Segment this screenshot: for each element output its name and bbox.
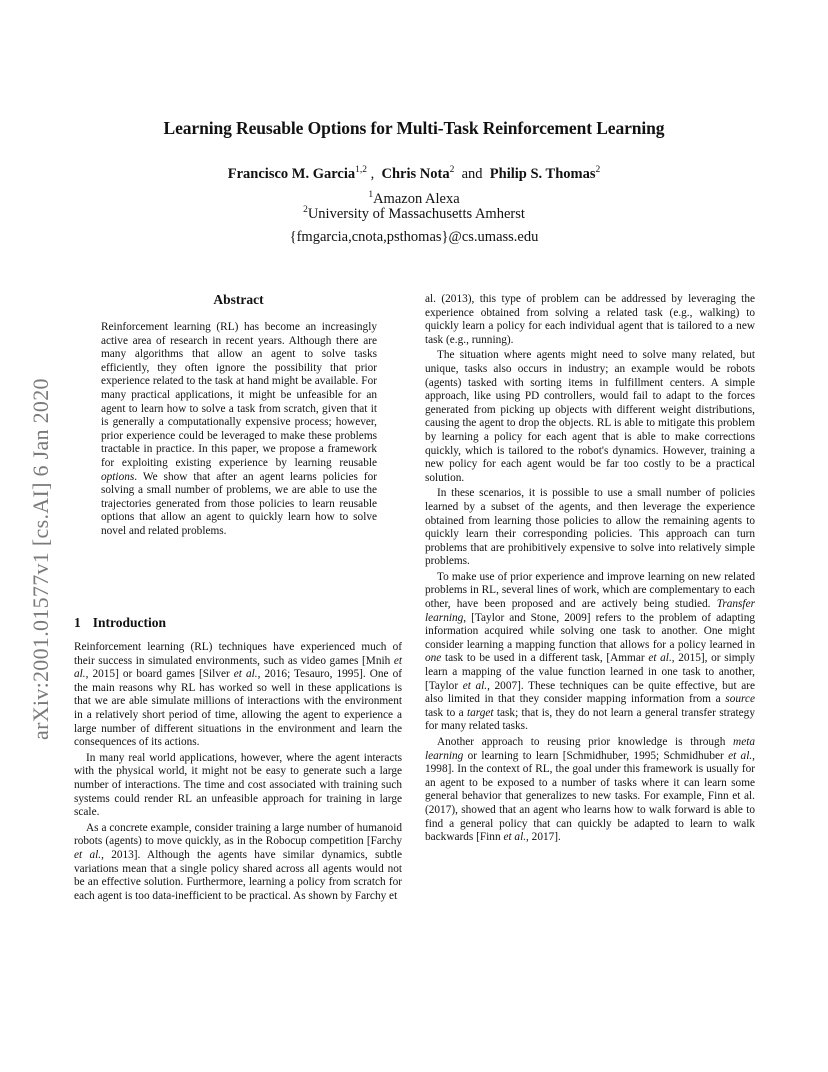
paper-title: Learning Reusable Options for Multi-Task Reinforcement Learning	[163, 118, 665, 138]
abstract-paragraph	[101, 321, 377, 539]
text-span: Another approach to reusing prior knowledge is through	[437, 736, 734, 748]
affiliation	[0, 206, 828, 223]
arxiv-stamp: arXiv:2001.01577v1 [cs.AI] 6 Jan 2020	[28, 378, 53, 740]
paragraph	[425, 571, 755, 734]
paragraph: al. (2013), this type of problem can be addressed by leveraging the experience obtained from solving a related task (e.g., walking) to quickly learn a policy for each individual agent that is tailored to a new task (e.g., running).	[425, 293, 755, 346]
text-span: , 2015], or simply learn a mapping of the value function learned in one task to another, [Taylor	[425, 652, 755, 692]
author-name: Francisco M. Garcia	[227, 166, 356, 182]
text-span: . We show that after an agent learns policies for solving a small number of problems, we are able to use the trajectories generated from those policies to learn reusable options that allow an agent to quickly learn how to solve novel and related problems.	[101, 470, 377, 537]
author-name: Chris Nota	[381, 166, 450, 182]
emphasis: et al.	[503, 831, 527, 844]
text-span: Reinforcement learning (RL) has become an increasingly active area of research in recent years. Although there are many algorithms that allow an agent to solve tasks efficiently, they often ignore the possibility that prior experience related to the task at hand might be available. For many practical applications, it might be unfeasible for an agent to learn how to solve a task from scratch, given that it is generally a computationally expensive process; however, prior experience could be leveraged to make these problems tractable in practice. In this paper, we propose a framework for exploiting existing experience by learning reusable	[101, 321, 377, 469]
affiliation-name: University of Massachusetts Amherst	[307, 206, 525, 222]
paragraph	[425, 736, 755, 845]
paragraph: In many real world applications, however, where the agent interacts with the physical world, it might not be easy to generate such a large number of interactions. The time and cost associated with training such systems could render RL an unfeasible approach for training in large scale.	[74, 751, 402, 819]
paragraph: The situation where agents might need to solve many related, but unique, tasks also occurs in industry; an example would be robots (agents) tasked with sorting items in fulfillment centers. A simple approach, like using PD controllers, would fail to adapt to the forces generated from picking up objects with different weight distributions, causing the agent to drop the objects. RL is able to mitigate this problem by learning a policy for each agent that is able to make corrections quickly, which is tailored to the robot's dynamics. However, training a new policy for each agent would be far too costly to be a practical solution.	[425, 349, 755, 484]
author-name: Philip S. Thomas	[489, 166, 596, 182]
affiliation-name: Amazon Alexa	[373, 191, 460, 207]
emphasis: Transfer learning	[425, 598, 755, 624]
text-span: , 2017].	[526, 831, 561, 844]
text-span: , [Taylor and Stone, 2009] refers to the problem of adapting information acquired while solving one task to another. One might consider learning a mapping function that allows for a policy learned in	[425, 611, 755, 651]
author-list	[0, 166, 828, 183]
section-heading	[74, 615, 166, 631]
emphasis: et al.	[728, 749, 753, 762]
text-span: , 2016; Tesauro, 1995]. One of the main reasons why RL has worked so well in these applications is that we are able simulate millions of interactions with the environment in a relatively short period of time, allowing the agent to experience a large number of different situations in the environment and learn the consequences of its actions.	[74, 668, 402, 749]
section-number: 1	[74, 615, 81, 630]
text-span: task; that is, they do not learn a general transfer strategy for many related tasks.	[425, 706, 755, 733]
emphasis: et al.	[74, 848, 102, 861]
emphasis: meta learning	[425, 736, 755, 762]
section-title: Introduction	[92, 615, 167, 630]
text-span: As a concrete example, consider training a large number of humanoid robots (agents) to move quickly, as in the Robocup competition [Farchy	[74, 821, 402, 848]
left-column-body	[74, 641, 402, 905]
text-span: task to a	[425, 706, 467, 719]
emphasis: et al.	[233, 668, 258, 681]
paragraph	[74, 641, 402, 750]
author-separator: and	[461, 166, 483, 182]
text-span: , 2013]. Although the agents have similar dynamics, subtle variations mean that a single policy shared across all agents would not be an effective solution. Furthermore, learning a policy from scratch for each agent is too data-inefficient to be practical. As shown by Farchy et	[74, 848, 403, 902]
text-span: , 1998]. In the context of RL, the goal under this framework is usually for an agent to be exposed to a number of tasks where it can learn some general behavior that generalizes to new tasks. For example, Finn et al. (2017), showed that an agent who learns how to walk forward is able to find a general policy that can quickly be adapted to learn to walk backwards [Finn	[425, 749, 755, 844]
author-affiliation-mark: 2	[449, 165, 455, 176]
abstract-body	[101, 321, 377, 541]
emphasis: et al.	[74, 654, 402, 681]
text-span: , 2007]. These techniques can be quite effective, but are also limited in that they consider mapping information from a	[425, 679, 755, 706]
text-span: or learning to learn [Schmidhuber, 1995; Schmidhuber	[463, 749, 729, 762]
emphasis: source	[725, 693, 755, 706]
affiliation-mark: 1	[368, 190, 374, 201]
author-emails: {fmgarcia,cnota,psthomas}@cs.umass.edu	[289, 229, 539, 245]
abstract-heading: Abstract	[213, 292, 264, 307]
emphasis: target	[466, 706, 494, 719]
emphasis: et al.	[648, 652, 672, 665]
paragraph: In these scenarios, it is possible to use a small number of policies learned by a subset of the agents, and then leverage the experience obtained from learning those policies to allow the remaining agents to quickly learn their corresponding policies. This approach can turn problems that are prohibitively expensive to solve into relatively simple problems.	[425, 487, 755, 568]
paragraph	[74, 822, 402, 904]
affiliation-mark: 2	[303, 205, 308, 216]
emphasis: et al.	[462, 679, 488, 692]
text-span: To make use of prior experience and improve learning on new related problems in RL, several lines of work, which are complementary to each other, have been proposed and are actively being studied.	[425, 570, 755, 611]
text-span: Reinforcement learning (RL) techniques have experienced much of their success in simulated environments, such as video games [Mnih	[74, 641, 402, 667]
text-span: , 2015] or board games [Silver	[85, 668, 234, 681]
author-affiliation-mark: 1,2	[355, 165, 368, 176]
right-column-body	[425, 293, 755, 847]
author-affiliation-mark: 2	[595, 165, 601, 176]
author-separator: ,	[370, 166, 375, 182]
emphasis: one	[425, 652, 442, 665]
emphasis: options	[101, 470, 135, 483]
text-span: task to be used in a different task, [Ammar	[441, 652, 649, 665]
